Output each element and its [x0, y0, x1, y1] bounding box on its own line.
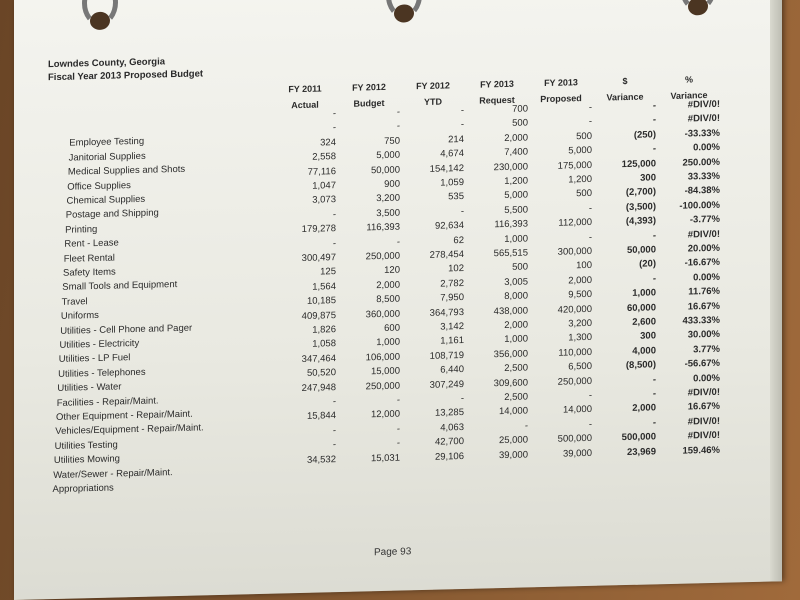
cell-value: 33.33% — [687, 170, 720, 183]
cell-value: 420,000 — [557, 303, 592, 316]
cell-value: 14,000 — [498, 405, 528, 418]
cell-value: 500 — [512, 261, 528, 274]
cell-value: 347,464 — [301, 352, 336, 365]
cell-value: 7,950 — [440, 292, 464, 304]
cell-value: - — [460, 105, 464, 117]
cell-value: - — [652, 114, 656, 126]
cell-value: 108,719 — [429, 349, 464, 362]
cell-value: 112,000 — [558, 217, 592, 229]
cell-value: 1,161 — [440, 335, 464, 347]
cell-value: (20) — [639, 258, 656, 271]
row-label: Office Supplies — [67, 179, 131, 193]
cell-value: 0.00% — [693, 271, 720, 284]
cell-value: 62 — [453, 234, 464, 246]
cell-value: 42,700 — [434, 436, 464, 448]
cell-value: 250,000 — [365, 250, 400, 263]
cell-value: 159.46% — [682, 444, 720, 457]
row-label: Utilities - Telephones — [58, 366, 146, 380]
cell-value: 34,532 — [306, 453, 336, 466]
cell-value: -84.38% — [684, 185, 720, 198]
cell-value: 106,000 — [365, 351, 400, 364]
binder-ring-middle — [386, 0, 422, 19]
cell-value: (3,500) — [625, 201, 656, 213]
cell-value: - — [524, 420, 528, 432]
cell-value: #DIV/0! — [687, 228, 720, 241]
cell-value: 409,875 — [301, 309, 336, 322]
cell-value: 9,500 — [568, 289, 592, 301]
cell-value: - — [396, 423, 400, 435]
cell-value: 309,600 — [493, 377, 528, 389]
cell-value: 116,393 — [366, 221, 400, 234]
cell-value: - — [652, 373, 656, 385]
column-header-line1: $ — [622, 76, 628, 87]
cell-value: 2,000 — [504, 132, 528, 144]
cell-value: 60,000 — [626, 301, 656, 314]
column-header-line2: Actual — [291, 99, 319, 111]
cell-value: 0.00% — [693, 372, 720, 384]
cell-value: - — [460, 393, 464, 405]
cell-value: 535 — [448, 191, 464, 203]
cell-value: 15,031 — [370, 452, 400, 464]
cell-value: 4,063 — [440, 421, 464, 434]
cell-value: 3,200 — [376, 192, 400, 205]
row-label: Postage and Shipping — [65, 207, 159, 222]
cell-value: 2,782 — [440, 277, 464, 290]
cell-value: - — [652, 100, 656, 112]
row-label: Rent - Lease — [64, 237, 119, 250]
cell-value: 3,142 — [440, 321, 464, 333]
cell-value: - — [652, 273, 656, 285]
cell-value: 3,500 — [376, 207, 400, 219]
cell-value: 900 — [384, 178, 400, 190]
cell-value: 500,000 — [557, 433, 592, 445]
column-header-line1: % — [684, 74, 693, 85]
cell-value: 2,500 — [504, 362, 528, 375]
cell-value: 125 — [320, 266, 336, 278]
cell-value: 15,000 — [370, 365, 400, 378]
column-header-line2: Proposed — [540, 93, 582, 105]
cell-value: 1,564 — [312, 280, 336, 293]
cell-value: - — [396, 394, 400, 406]
row-label: Utilities - LP Fuel — [58, 352, 131, 366]
cell-value: 23,969 — [626, 445, 656, 458]
cell-value: 2,600 — [632, 316, 656, 328]
cell-value: #DIV/0! — [687, 113, 720, 125]
row-label: Uniforms — [60, 310, 99, 323]
cell-value: 1,000 — [504, 333, 528, 346]
cell-value: 500,000 — [621, 431, 656, 444]
row-label: Chemical Supplies — [66, 193, 146, 207]
cell-value: - — [332, 396, 336, 408]
cell-value: 2,000 — [376, 279, 400, 291]
cell-value: - — [652, 229, 656, 241]
cell-value: 116,393 — [494, 218, 528, 231]
cell-value: 230,000 — [493, 161, 528, 173]
cell-value: -56.67% — [684, 357, 720, 370]
row-label: Small Tools and Equipment — [62, 279, 178, 294]
column-header-line1: FY 2012 — [352, 81, 386, 93]
page-number: Page 93 — [374, 546, 412, 559]
column-header-line2: Variance — [670, 90, 708, 101]
cell-value: - — [652, 388, 656, 400]
cell-value: 565,515 — [493, 247, 528, 260]
cell-value: 1,300 — [568, 332, 592, 344]
row-label: Utilities Mowing — [53, 453, 120, 467]
cell-value: 29,106 — [434, 450, 464, 463]
cell-value: 154,142 — [429, 162, 464, 175]
cell-value: 700 — [512, 103, 528, 115]
row-label: Vehicles/Equipment - Repair/Maint. — [55, 422, 204, 438]
cell-value: 15,844 — [306, 410, 336, 423]
cell-value: 4,000 — [632, 345, 656, 357]
cell-value: 324 — [320, 136, 336, 149]
cell-value: 600 — [384, 322, 400, 334]
cell-value: - — [332, 208, 336, 221]
cell-value: - — [588, 101, 592, 113]
cell-value: 1,000 — [504, 233, 528, 245]
cell-value: 39,000 — [562, 447, 592, 460]
cell-value: - — [396, 106, 400, 118]
cell-value: 13,285 — [434, 407, 464, 420]
cell-value: 11.76% — [688, 285, 720, 298]
cell-value: 2,558 — [312, 151, 336, 163]
cell-value: 8,500 — [376, 293, 400, 306]
row-label: Medical Supplies and Shots — [67, 164, 186, 178]
column-header-line1: FY 2013 — [544, 77, 578, 89]
cell-value: 300 — [640, 330, 656, 343]
row-label: Water/Sewer - Repair/Maint. — [53, 466, 173, 481]
cell-value: 12,000 — [370, 408, 400, 421]
cell-value: - — [588, 418, 592, 430]
cell-value: - — [588, 231, 592, 243]
cell-value: 110,000 — [558, 346, 592, 359]
cell-value: 3.77% — [693, 343, 720, 356]
cell-value: -100.00% — [679, 199, 720, 212]
cell-value: - — [460, 119, 464, 131]
cell-value: 300,497 — [301, 252, 336, 264]
cell-value: 50,000 — [370, 164, 400, 176]
cell-value: 307,249 — [429, 378, 464, 391]
column-header-line2: Request — [479, 94, 515, 106]
cell-value: -3.77% — [689, 213, 720, 226]
cell-value: -33.33% — [684, 127, 720, 140]
cell-value: 360,000 — [365, 308, 400, 320]
cell-value: (2,700) — [625, 186, 656, 199]
cell-value: 175,000 — [557, 159, 592, 172]
cell-value: 214 — [448, 133, 464, 146]
cell-value: 30.00% — [687, 329, 720, 341]
cell-value: 50,000 — [626, 244, 656, 257]
column-header-line2: Variance — [606, 91, 644, 103]
cell-value: 3,005 — [504, 276, 528, 288]
row-label: Janitorial Supplies — [68, 150, 146, 164]
cell-value: - — [332, 424, 336, 437]
cell-value: #DIV/0! — [687, 386, 720, 399]
cell-value: 1,200 — [568, 173, 592, 186]
cell-value: - — [332, 439, 336, 451]
cell-value: 1,000 — [632, 287, 656, 300]
cell-value: 300 — [640, 172, 656, 184]
column-header-line1: FY 2012 — [416, 80, 450, 92]
row-label: Printing — [65, 223, 98, 236]
county-title: Lowndes County, Georgia — [48, 56, 165, 71]
cell-value: - — [588, 389, 592, 401]
row-label: Utilities - Water — [57, 381, 122, 395]
cell-value: - — [332, 237, 336, 249]
row-label: Utilities - Cell Phone and Pager — [60, 322, 193, 337]
row-label: Utilities - Electricity — [59, 337, 140, 351]
cell-value: 356,000 — [493, 348, 528, 361]
cell-value: 120 — [384, 264, 400, 277]
cell-value: 4,674 — [440, 148, 464, 160]
cell-value: 14,000 — [562, 404, 592, 416]
cell-value: 16.67% — [687, 300, 720, 313]
cell-value: 750 — [384, 135, 400, 147]
cell-value: 125,000 — [621, 157, 656, 170]
cell-value: - — [588, 116, 592, 128]
column-header-line2: YTD — [424, 96, 442, 107]
cell-value: 247,948 — [301, 381, 336, 394]
cell-value: #DIV/0! — [687, 429, 720, 442]
row-label: Employee Testing — [69, 136, 145, 150]
cell-value: 250.00% — [682, 156, 720, 169]
cell-value: - — [396, 120, 400, 133]
cell-value: 278,454 — [429, 249, 464, 261]
cell-value: 7,400 — [504, 146, 528, 159]
cell-value: 250,000 — [365, 380, 400, 392]
cell-value: (4,393) — [625, 215, 656, 228]
cell-value: 5,000 — [504, 189, 528, 202]
cell-value: 433.33% — [682, 314, 720, 327]
row-label: Facilities - Repair/Maint. — [56, 395, 159, 409]
cell-value: - — [332, 108, 336, 120]
column-header-line1: FY 2013 — [480, 78, 514, 90]
cell-value: 3,200 — [568, 317, 592, 330]
cell-value: 500 — [512, 117, 528, 130]
cell-value: 5,000 — [568, 145, 592, 157]
cell-value: - — [652, 417, 656, 429]
row-label: Utilities Testing — [54, 439, 118, 452]
cell-value: - — [396, 437, 400, 449]
cell-value: 102 — [448, 263, 464, 275]
cell-value: 364,793 — [429, 306, 464, 319]
cell-value: 50,520 — [306, 367, 336, 380]
cell-value: 2,500 — [504, 391, 528, 404]
cell-value: #DIV/0! — [687, 98, 720, 111]
budget-title: Fiscal Year 2013 Proposed Budget — [48, 68, 204, 84]
cell-value: 16.67% — [687, 401, 720, 413]
cell-value: 77,116 — [307, 165, 336, 178]
cell-value: 6,440 — [440, 364, 464, 376]
cell-value: 39,000 — [498, 449, 528, 461]
cell-value: 1,058 — [312, 338, 336, 351]
binder-ring-left — [82, 0, 118, 26]
column-header-line1: FY 2011 — [288, 83, 322, 95]
cell-value: 25,000 — [498, 434, 528, 447]
row-label: Appropriations — [52, 482, 114, 496]
cell-value: 1,047 — [312, 180, 336, 192]
cell-value: 100 — [576, 260, 592, 272]
cell-value: 500 — [576, 188, 592, 200]
cell-value: - — [588, 202, 592, 214]
cell-value: 1,059 — [440, 177, 464, 189]
row-label: Other Equipment - Repair/Maint. — [56, 408, 193, 423]
cell-value: 250,000 — [557, 375, 592, 388]
cell-value: - — [460, 205, 464, 217]
cell-value: 92,634 — [434, 220, 464, 232]
binder-ring-right — [680, 0, 716, 12]
cell-value: - — [396, 236, 400, 248]
cell-value: 2,000 — [632, 402, 656, 415]
cell-value: 20.00% — [687, 242, 720, 255]
cell-value: 500 — [576, 130, 592, 143]
cell-value: 2,000 — [504, 319, 528, 332]
cell-value: 3,073 — [312, 194, 336, 207]
cell-value: (8,500) — [625, 359, 656, 372]
cell-value: 1,826 — [312, 324, 336, 336]
cell-value: (250) — [633, 129, 656, 141]
cell-value: 5,500 — [504, 204, 528, 216]
cell-value: #DIV/0! — [687, 415, 720, 428]
column-header-line2: Budget — [353, 97, 385, 109]
cell-value: 1,200 — [504, 175, 528, 188]
row-label: Travel — [61, 295, 88, 308]
cell-value: 438,000 — [493, 305, 528, 317]
cell-value: 10,185 — [306, 295, 336, 308]
cell-value: 5,000 — [376, 149, 400, 162]
row-label: Fleet Rental — [63, 252, 115, 265]
cell-value: 300,000 — [557, 245, 592, 258]
cell-value: 179,278 — [301, 223, 336, 236]
budget-page — [14, 0, 782, 600]
row-label: Safety Items — [63, 266, 116, 279]
cell-value: 0.00% — [693, 141, 720, 154]
cell-value: - — [332, 122, 336, 134]
cell-value: 8,000 — [504, 290, 528, 303]
cell-value: -16.67% — [684, 257, 720, 270]
cell-value: 1,000 — [376, 336, 400, 349]
cell-value: 2,000 — [568, 274, 592, 287]
cell-value: 6,500 — [568, 361, 592, 373]
cell-value: - — [652, 143, 656, 155]
